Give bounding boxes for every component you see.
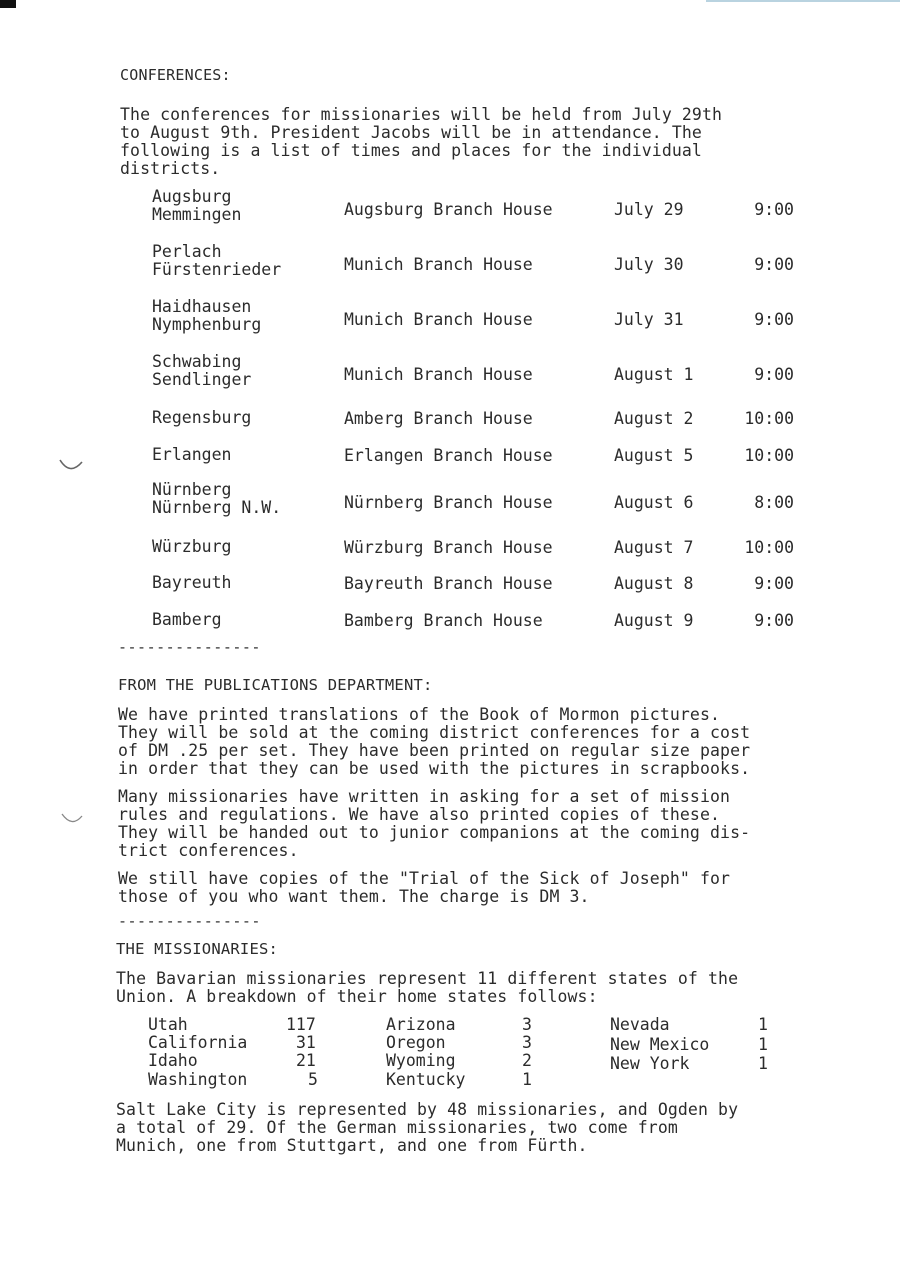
schedule-time: 8:00 [754, 493, 794, 512]
schedule-place: Perlach Fürstenrieder [152, 242, 282, 279]
state-count: 21 [296, 1051, 316, 1070]
schedule-date: August 9 [614, 611, 694, 630]
schedule-venue: Munich Branch House [344, 255, 533, 274]
schedule-venue: Nürnberg Branch House [344, 493, 553, 512]
schedule-row [0, 538, 900, 578]
schedule-time: 10:00 [744, 446, 794, 465]
schedule-place: Erlangen [152, 445, 232, 464]
missionaries-closing: Salt Lake City is represented by 48 missionaries, and Ogden by a total of 29. Of the German missionaries, two come from Munich, one from Stuttgart, and one from Fürth. [116, 1100, 739, 1155]
state-count: 3 [522, 1015, 532, 1034]
state-name: Arizona [386, 1015, 456, 1034]
schedule-row [0, 446, 900, 486]
section-separator: --------------- [118, 638, 261, 656]
schedule-date: August 1 [614, 365, 694, 384]
schedule-row [0, 574, 900, 614]
schedule-date: July 31 [614, 310, 684, 329]
state-name: Idaho [148, 1051, 198, 1070]
schedule-place: Regensburg [152, 408, 252, 427]
schedule-date: July 30 [614, 255, 684, 274]
schedule-place: Schwabing Sendlinger [152, 352, 252, 389]
schedule-date: August 6 [614, 493, 694, 512]
schedule-time: 9:00 [754, 310, 794, 329]
state-name: Wyoming [386, 1051, 456, 1070]
schedule-time: 9:00 [754, 365, 794, 384]
state-count: 1 [758, 1015, 768, 1034]
schedule-venue: Munich Branch House [344, 310, 533, 329]
state-name: Washington [148, 1070, 248, 1089]
state-count: 1 [758, 1035, 768, 1054]
schedule-venue: Amberg Branch House [344, 409, 533, 428]
schedule-date: August 7 [614, 538, 694, 557]
state-count: 5 [308, 1070, 318, 1089]
state-count: 31 [296, 1033, 316, 1052]
state-count: 1 [522, 1070, 532, 1089]
schedule-time: 10:00 [744, 409, 794, 428]
state-name: Nevada [610, 1015, 670, 1034]
schedule-date: July 29 [614, 200, 684, 219]
schedule-venue: Erlangen Branch House [344, 446, 553, 465]
conferences-intro: The conferences for missionaries will be held from July 29th to August 9th. President Jacobs will be in attendance. The following is a list of times and places for the individual districts. [120, 105, 723, 178]
schedule-place: Bayreuth [152, 573, 232, 592]
edge-line [706, 0, 900, 2]
state-name: Kentucky [386, 1070, 466, 1089]
state-name: California [148, 1033, 248, 1052]
schedule-row [0, 481, 900, 521]
missionaries-heading: THE MISSIONARIES: [116, 940, 279, 958]
publications-paragraph: We have printed translations of the Book of Mormon pictures. They will be sold at the coming district conferences for a cost of DM .25 per set. They have been printed on regular size paper in order that they can be used with the pictures in scrapbooks. [118, 705, 751, 778]
schedule-date: August 2 [614, 409, 694, 428]
missionaries-intro: The Bavarian missionaries represent 11 different states of the Union. A breakdown of their home states follows: [116, 969, 739, 1006]
corner-mark [0, 0, 16, 8]
schedule-venue: Würzburg Branch House [344, 538, 553, 557]
schedule-row [0, 353, 900, 393]
schedule-time: 10:00 [744, 538, 794, 557]
conferences-heading: CONFERENCES: [120, 66, 231, 84]
schedule-date: August 5 [614, 446, 694, 465]
state-count: 3 [522, 1033, 532, 1052]
publications-heading: FROM THE PUBLICATIONS DEPARTMENT: [118, 676, 433, 694]
schedule-date: August 8 [614, 574, 694, 593]
state-name: New Mexico [610, 1035, 710, 1054]
schedule-venue: Augsburg Branch House [344, 200, 553, 219]
schedule-venue: Munich Branch House [344, 365, 533, 384]
schedule-place: Würzburg [152, 537, 232, 556]
state-name: New York [610, 1054, 690, 1073]
publications-paragraph: We still have copies of the "Trial of the Sick of Joseph" for those of you who want them. The charge is DM 3. [118, 869, 731, 906]
schedule-time: 9:00 [754, 255, 794, 274]
state-count: 2 [522, 1051, 532, 1070]
schedule-place: Bamberg [152, 610, 222, 629]
schedule-place: Haidhausen Nymphenburg [152, 297, 262, 334]
state-name: Oregon [386, 1033, 446, 1052]
section-separator: --------------- [118, 912, 261, 930]
schedule-venue: Bamberg Branch House [344, 611, 543, 630]
schedule-row [0, 243, 900, 283]
schedule-row [0, 409, 900, 449]
punch-hole-mark-lower [58, 808, 88, 838]
state-name: Utah [148, 1015, 188, 1034]
schedule-time: 9:00 [754, 611, 794, 630]
schedule-row [0, 188, 900, 228]
state-count: 1 [758, 1054, 768, 1073]
schedule-place: Augsburg Memmingen [152, 187, 242, 224]
publications-paragraph: Many missionaries have written in asking for a set of mission rules and regulations. We have also printed copies of these. They will be handed out to junior companions at the coming dis- trict conferences. [118, 787, 751, 860]
schedule-venue: Bayreuth Branch House [344, 574, 553, 593]
schedule-place: Nürnberg Nürnberg N.W. [152, 480, 282, 517]
schedule-row [0, 298, 900, 338]
schedule-time: 9:00 [754, 574, 794, 593]
state-count: 117 [286, 1015, 316, 1034]
schedule-time: 9:00 [754, 200, 794, 219]
